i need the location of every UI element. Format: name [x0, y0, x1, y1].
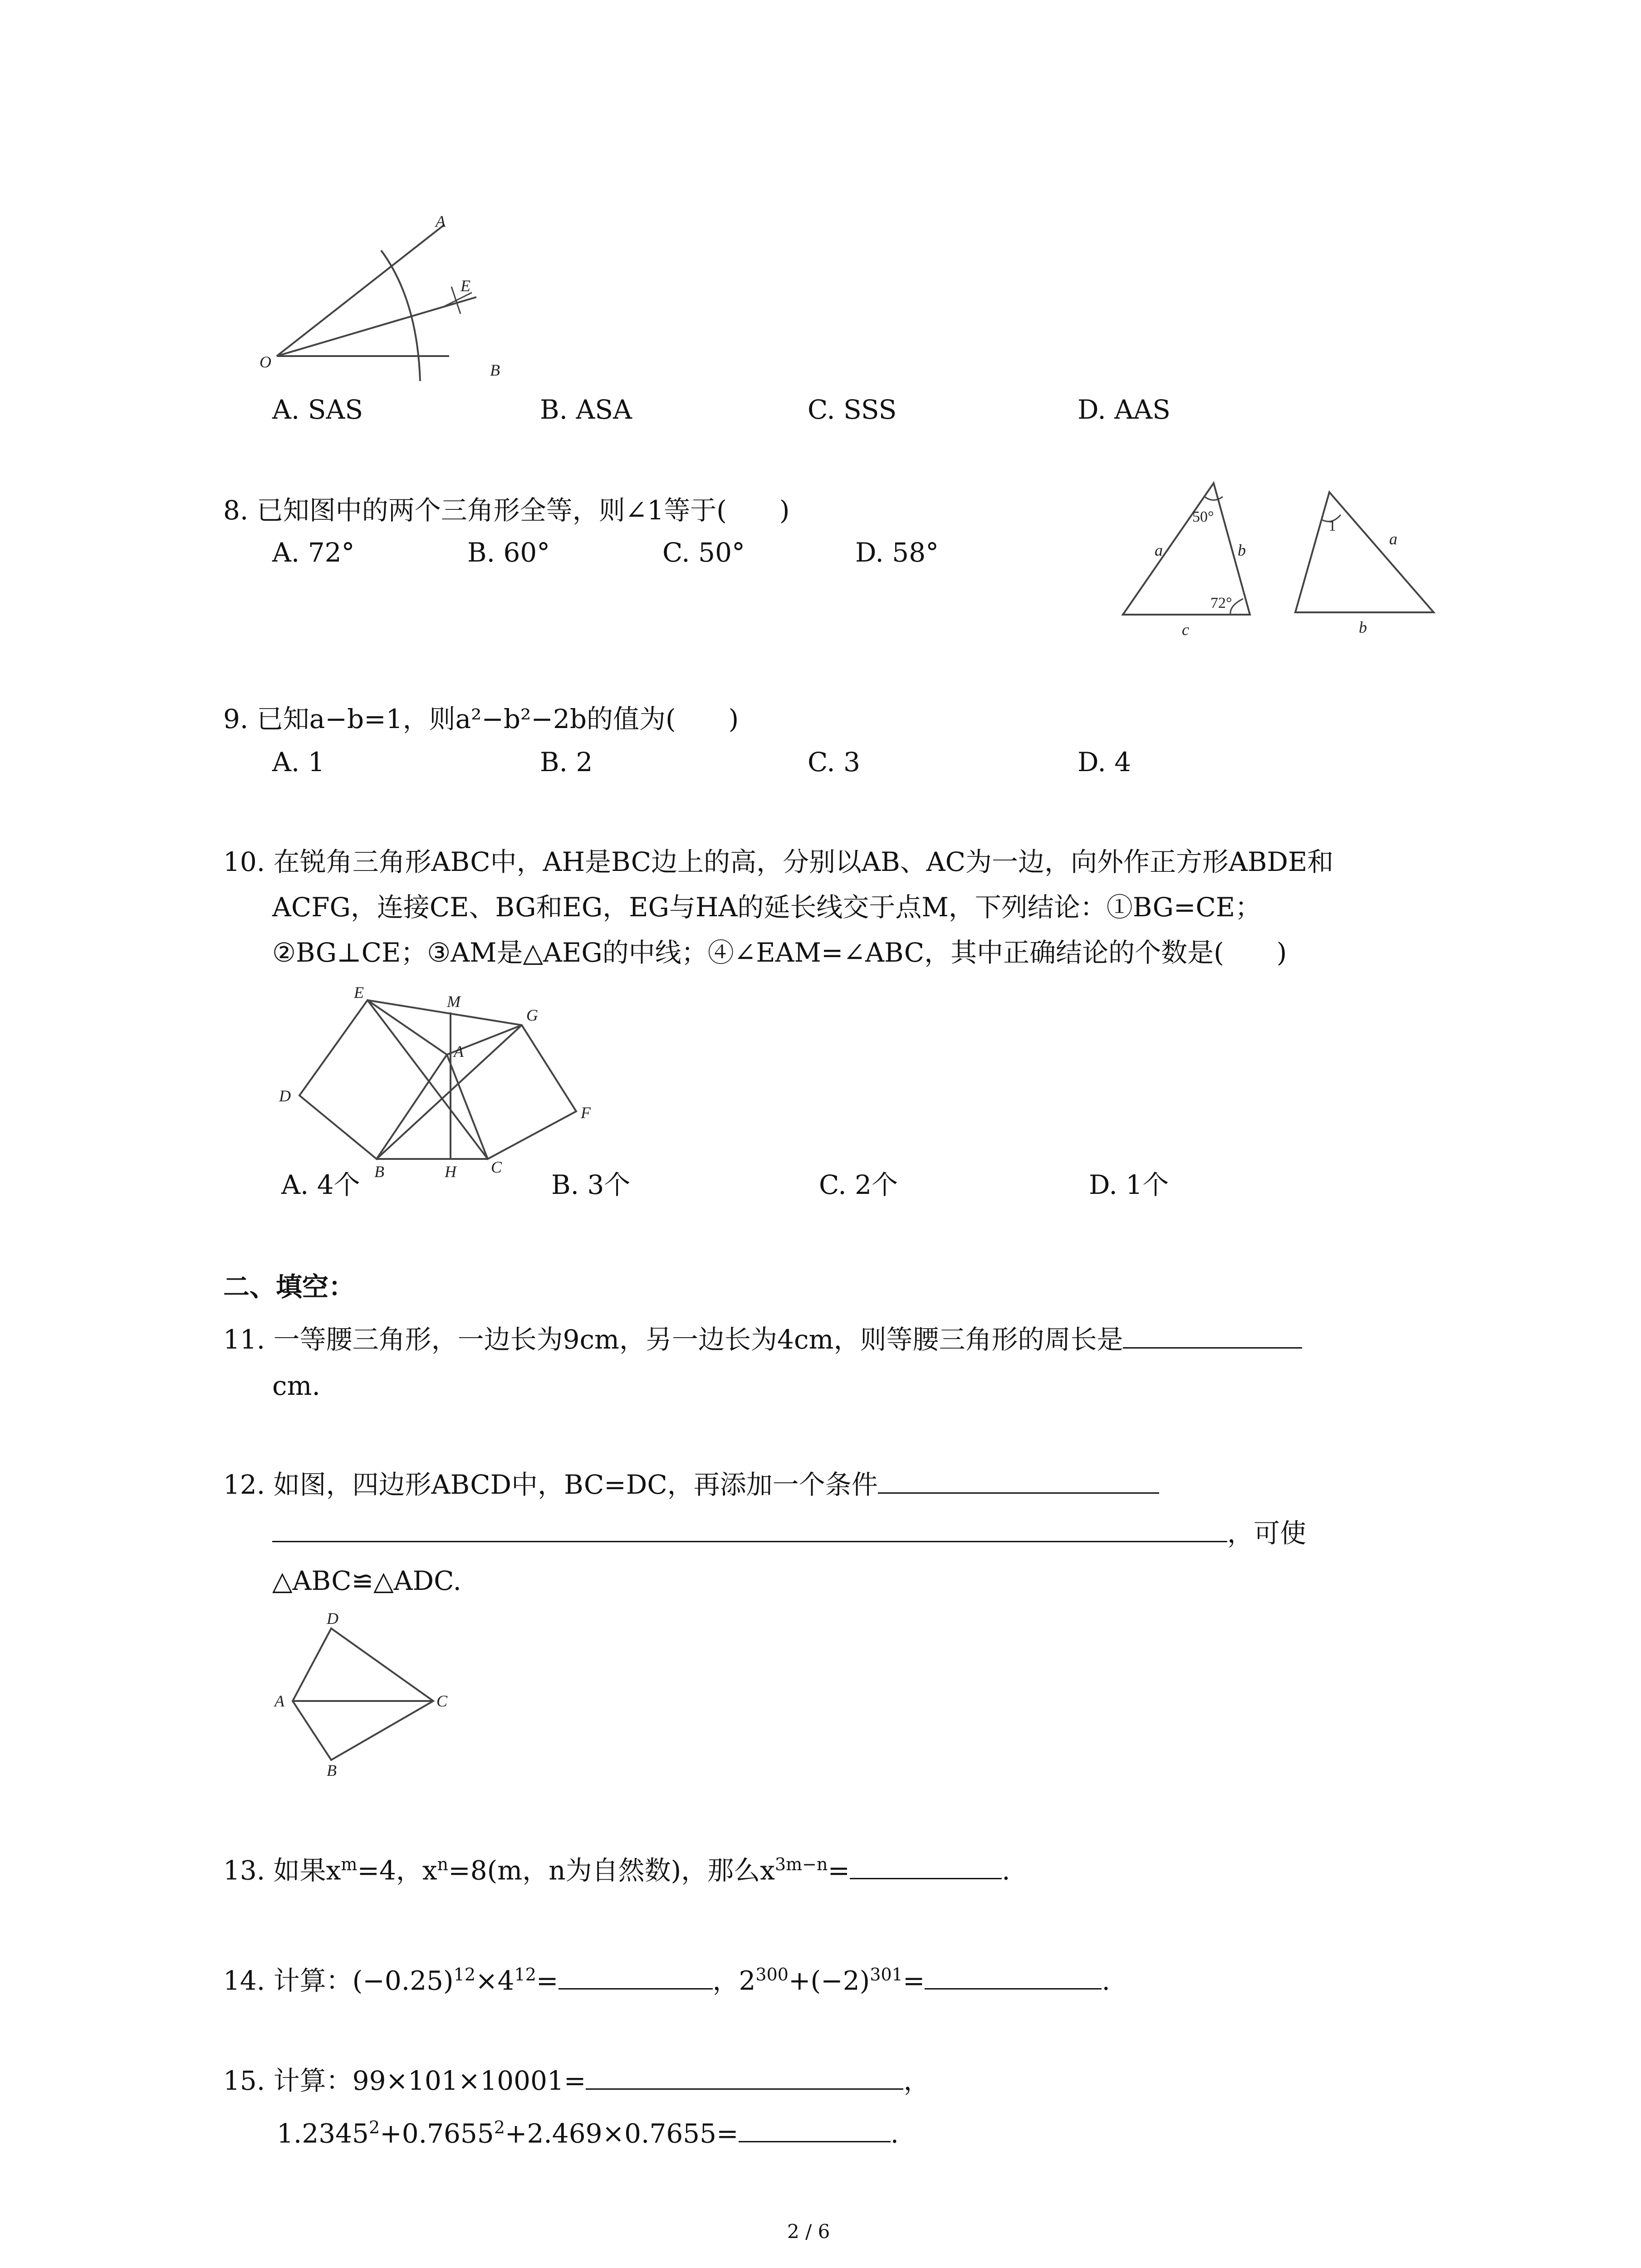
q14-prefix: 14. 计算：(−0.25): [223, 1965, 454, 1996]
q7-option-b: B. ASA: [540, 394, 632, 425]
q14-mid3: +(−2): [788, 1965, 870, 1996]
q15-line2-end: .: [890, 2118, 899, 2149]
q8-option-d: D. 58°: [855, 537, 939, 568]
q15-line2-a: 1.2345: [277, 2118, 369, 2149]
q12-label-c: C: [436, 1692, 448, 1710]
q7-label-e: E: [460, 277, 470, 295]
q10-label-e: E: [354, 984, 364, 1002]
q14-mid4: =: [902, 1965, 925, 1996]
q15-line1-end: ，: [903, 2065, 930, 2096]
q9-option-a: A. 1: [272, 747, 325, 777]
q10-label-b: B: [374, 1163, 384, 1181]
q11-line2: cm.: [272, 1370, 320, 1401]
q7-option-c: C. SSS: [808, 394, 897, 425]
q9-stem: 9. 已知a−b=1，则a²−b²−2b的值为( ): [223, 704, 739, 734]
q10-line2: ACFG，连接CE、BG和EG，EG与HA的延长线交于点M，下列结论：①BG=CE；: [272, 892, 1262, 923]
q15-exp-2: 2: [494, 2117, 505, 2137]
q8-option-a: A. 72°: [272, 537, 355, 568]
q8-tri1-a: a: [1155, 541, 1163, 559]
q15-answer-blank-1[interactable]: [586, 2065, 903, 2090]
q10-option-d: D. 1个: [1089, 1169, 1169, 1200]
q14-mid1: ×4: [475, 1965, 514, 1996]
q8-figure: [1112, 476, 1484, 640]
q7-figure: [254, 209, 526, 390]
q14-line: [223, 1959, 1110, 1996]
q12-line1: [223, 1469, 1159, 1501]
q12-line3: △ABC≌△ADC.: [272, 1565, 461, 1596]
q15-line2-c: +2.469×0.7655=: [505, 2118, 739, 2149]
q11-line1-text: 11. 一等腰三角形，一边长为9cm，另一边长为4cm，则等腰三角形的周长是: [223, 1324, 1123, 1355]
q12-label-a: A: [274, 1692, 284, 1710]
q13-end: .: [1002, 1855, 1010, 1886]
q10-label-d: D: [279, 1087, 291, 1105]
q12-figure: [268, 1606, 458, 1778]
q15-answer-blank-2[interactable]: [739, 2117, 891, 2142]
q15-line1-text: 15. 计算：99×101×10001=: [223, 2065, 586, 2096]
q14-mid2: =: [536, 1965, 558, 1996]
q13-suffix: =: [828, 1855, 850, 1886]
q10-line3: ②BG⊥CE；③AM是△AEG的中线；④∠EAM=∠ABC，其中正确结论的个数是( ): [272, 937, 1287, 968]
q10-option-b: B. 3个: [551, 1169, 631, 1200]
page-number: 2 / 6: [787, 2220, 830, 2243]
q14-answer-blank-2[interactable]: [925, 1965, 1102, 1989]
q10-label-a: A: [454, 1042, 464, 1061]
q13-mid1: =4，x: [357, 1855, 437, 1886]
q7-label-o: O: [260, 353, 271, 371]
q10-label-c: C: [491, 1158, 502, 1176]
q8-angle-top: 50°: [1192, 508, 1214, 525]
q12-label-d: D: [327, 1609, 338, 1628]
q7-option-a: A. SAS: [272, 394, 363, 425]
q15-line2-b: +0.7655: [380, 2118, 494, 2149]
q8-option-b: B. 60°: [467, 537, 550, 568]
q9-option-b: B. 2: [540, 747, 593, 777]
q14-answer-blank-1[interactable]: [558, 1965, 713, 1989]
q12-answer-blank-1[interactable]: [878, 1469, 1159, 1494]
q13-exp-m: m: [341, 1854, 358, 1874]
q10-label-f: F: [581, 1104, 591, 1122]
q7-option-d: D. AAS: [1078, 394, 1171, 425]
q10-label-m: M: [447, 992, 460, 1011]
q11-answer-blank[interactable]: [1123, 1324, 1302, 1349]
q15-line2: [277, 2112, 899, 2149]
q14-sep: ，2: [712, 1965, 756, 1996]
q15-exp-1: 2: [368, 2117, 380, 2137]
q12-answer-blank-2[interactable]: [272, 1517, 1227, 1542]
q13-answer-blank[interactable]: [850, 1854, 1002, 1879]
q8-tri2-one: 1: [1328, 518, 1336, 534]
section-2-title: 二、填空：: [223, 1271, 355, 1302]
q10-figure: [272, 984, 617, 1193]
q12-label-b: B: [327, 1761, 337, 1778]
q8-tri2-a: a: [1389, 530, 1397, 548]
q12-line2-suffix: ，可使: [1227, 1518, 1307, 1549]
q8-stem: 8. 已知图中的两个三角形全等，则∠1等于( ): [223, 495, 790, 526]
q10-line1: 10. 在锐角三角形ABC中，AH是BC边上的高，分别以AB、AC为一边，向外作正方形ABDE和: [223, 846, 1334, 877]
q10-label-g: G: [526, 1006, 538, 1024]
q8-tri1-c: c: [1182, 621, 1189, 639]
q15-line1: [223, 2065, 930, 2097]
q10-option-c: C. 2个: [819, 1169, 898, 1200]
q14-exp-1: 12: [453, 1965, 476, 1984]
q14-exp-2: 12: [514, 1965, 536, 1984]
q11-line1: [223, 1324, 1302, 1355]
q7-label-b: B: [490, 361, 500, 379]
q8-option-c: C. 50°: [662, 537, 745, 568]
q8-tri1-b: b: [1238, 541, 1246, 559]
q13-prefix: 13. 如果x: [223, 1855, 341, 1886]
q14-exp-4: 301: [870, 1965, 903, 1984]
q13-exp-n: n: [437, 1854, 449, 1874]
q13-mid2: =8(m，n为自然数)，那么x: [448, 1855, 775, 1886]
q12-line1-text: 12. 如图，四边形ABCD中，BC=DC，再添加一个条件: [223, 1469, 878, 1500]
q7-label-a: A: [436, 212, 446, 230]
q9-option-d: D. 4: [1078, 747, 1132, 777]
q13-exp-3m-n: 3m−n: [774, 1854, 828, 1874]
q13-line: [223, 1848, 1010, 1886]
q10-label-h: H: [445, 1163, 456, 1181]
q12-line2: [272, 1517, 1306, 1549]
q8-tri2-b: b: [1359, 618, 1367, 636]
q8-angle-right: 72°: [1210, 595, 1232, 611]
q9-option-c: C. 3: [808, 747, 861, 777]
q10-option-a: A. 4个: [281, 1169, 360, 1200]
q14-exp-3: 300: [755, 1965, 789, 1984]
q14-end: .: [1102, 1965, 1110, 1996]
